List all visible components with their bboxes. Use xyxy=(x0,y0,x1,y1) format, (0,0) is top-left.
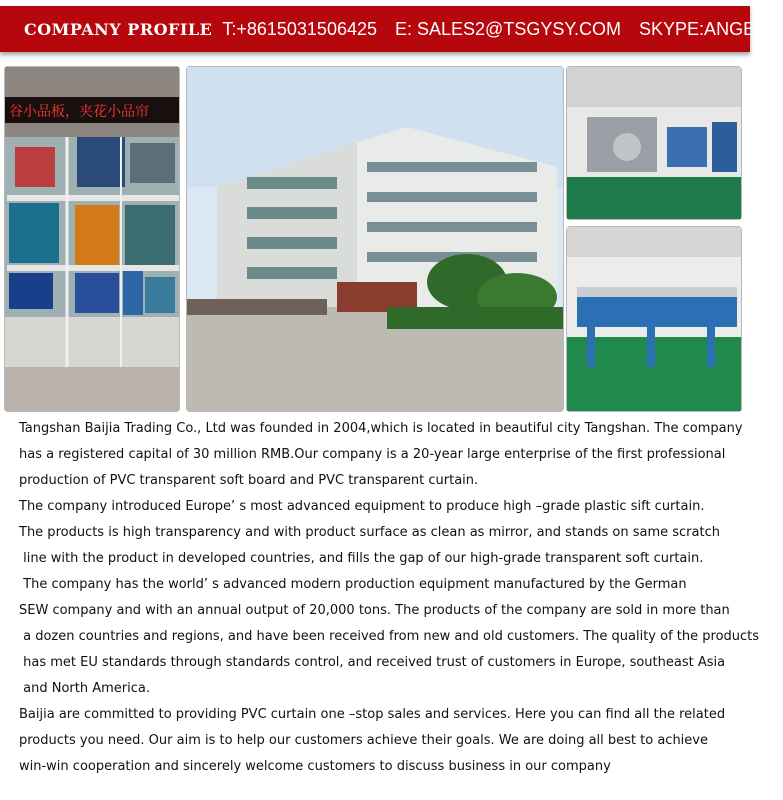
profile-line: line with the product in developed countries, and fills the gap of our high-grade transparent soft curtain. xyxy=(19,551,704,566)
profile-line: win-win cooperation and sincerely welcome customers to discuss business in our company xyxy=(19,759,611,774)
profile-line: The company has the world’ s advanced modern production equipment manufactured by the German xyxy=(19,577,687,592)
profile-line: The company introduced Europe’ s most advanced equipment to produce high –grade plastic sift curtain. xyxy=(19,499,705,514)
profile-line: Tangshan Baijia Trading Co., Ltd was founded in 2004,which is located in beautiful city Tangshan. The company xyxy=(19,421,743,436)
showroom-image xyxy=(5,67,179,411)
profile-line: has met EU standards through standards control, and received trust of customers in Europe, southeast Asia xyxy=(19,655,726,670)
profile-line: The products is high transparency and with product surface as clean as mirror, and stands on same scratch xyxy=(19,525,720,540)
profile-line: has a registered capital of 30 million RMB.Our company is a 20-year large enterprise of the first professional xyxy=(19,447,726,462)
factory-building-image xyxy=(187,67,563,411)
banner-phone: T:+8615031506425 xyxy=(222,18,377,39)
banner-row xyxy=(24,6,783,52)
profile-line: SEW company and with an annual output of 20,000 tons. The products of the company are sold in more than xyxy=(19,603,730,618)
production-line-photo-1 xyxy=(566,66,742,220)
profile-line: and North America. xyxy=(19,681,150,696)
profile-line: production of PVC transparent soft board and PVC transparent curtain. xyxy=(19,473,479,488)
header-banner xyxy=(0,6,766,52)
profile-line: a dozen countries and regions, and have been received from new and old customers. The quality of the products xyxy=(19,629,760,644)
production-line-image-2 xyxy=(567,227,741,411)
banner-skype: SKYPE:ANGEL xyxy=(639,18,766,39)
profile-line: products you need. Our aim is to help our customers achieve their goals. We are doing all best to achieve xyxy=(19,733,708,748)
showroom-photo xyxy=(4,66,180,412)
banner-email: E: SALES2@TSGYSY.COM xyxy=(395,18,622,39)
banner-title: COMPANY PROFILE xyxy=(24,19,213,39)
factory-building-photo xyxy=(186,66,564,412)
led-sign-text: 谷小品板，夹花小品帘 xyxy=(9,104,149,120)
company-profile-text xyxy=(19,416,760,780)
production-line-image-1 xyxy=(567,67,741,219)
profile-line: Baijia are committed to providing PVC curtain one –stop sales and services. Here you can find all the related xyxy=(19,707,726,722)
production-line-photo-2 xyxy=(566,226,742,412)
